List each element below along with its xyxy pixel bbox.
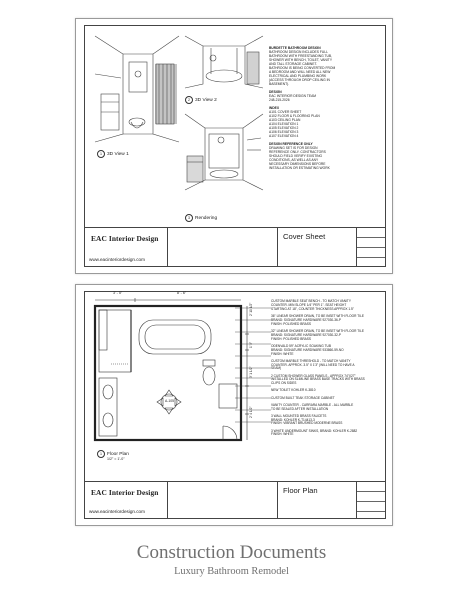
revision-grid [356, 228, 385, 266]
callout-note: VANITY COUNTER - CARRARA MARBLE - ALL MARBLE TO BE SEALED AFTER INSTALLATION [271, 402, 354, 411]
callout-note: 32" LINEAR SHOWER DRAIN, TO BE INSET WITH FLOOR TILE BRAND: SIGNATURE HARDWARE 927030-32-P FINISH: POLISHED BRASS [271, 328, 364, 341]
dimension-top-right: 8' - 6" [177, 291, 187, 295]
dimension-right-2: 1' 5" [249, 341, 253, 348]
callout-notes [271, 300, 391, 441]
dimension-right-1: 2' 10 1/2" [249, 302, 253, 316]
view-label-3d-view-2: 2 3D View 2 [185, 96, 217, 104]
rendering-sketch [183, 110, 265, 194]
brand-name: EAC Interior Design [91, 488, 159, 497]
title-block [85, 481, 385, 518]
view-scale: 1/2" = 1'-0" [107, 457, 125, 461]
callout-note: 3 WHITE UNDERMOUNT SINKS, BRAND: KOHLER K-2882 FINISH: WHITE [271, 428, 358, 437]
callout-note: 2 CUSTOM SHOWER GLASS PANELS - APPROX 74"X27" INSTALLED ON SLIMLINE BRASS BASE TRACKS WITH BRASS CLIPS ON SIDES [271, 373, 365, 386]
title-block-logo [85, 482, 168, 518]
callout-note: NEW TOILET KOHLER K-3810 [271, 388, 316, 393]
dimension-top-left: 3' - 5" [113, 291, 123, 295]
caption-title: Construction Documents [136, 542, 327, 563]
title-block-logo [85, 228, 168, 266]
dimension-right-4: 2' 4 1/2" [249, 406, 253, 418]
brand-url: www.eacinteriordesign.com [89, 509, 145, 514]
dimension-right-3: 3' 1 1/2" [249, 366, 253, 378]
callout-note: CUSTOM BUILT TEAK STORAGE CABINET [271, 395, 335, 400]
callout-note: CUSTOM MARBLE SEAT BENCH - TO MATCH VANITY COUNTER. MIN SLOPE 1/4" PER 1". SEAT HEIGHT STARTING AT 18", COUNTER THICKNESS APPROX 1.5" [271, 299, 354, 311]
3d-view-2-sketch [183, 34, 265, 90]
title-block-blank [167, 482, 278, 518]
cover-sheet-page [75, 18, 393, 274]
callout-note: 3 WALL MOUNTED BRASS FAUCETS BRAND: KOHLER K-T14413-3 FINISH: VIBRANT BRUSHED MODERNE BRASS [271, 413, 343, 426]
title-block-sheet-name [277, 482, 385, 518]
callout-note: CUSTOM MARBLE THRESHOLD - TO MATCH VANITY COUNTER. APPROX. 3.5" X 1'3" (WILL NEED TO HAVE A SEAM) [271, 358, 355, 371]
sheet-title: Cover Sheet [283, 232, 326, 241]
project-notes: BURDETTE BATHROOM DESIGN BATHROOM DESIGN INCLUDES FULL BATHROOM WITH FREESTANDING TUB, SHOWER WITH BENCH, TOILET, VANITY AND TALL STORAGE CABINET. BATHROOM IS BEING CONVERTED FROM A BEDROOM AND WILL NEED ALL NEW ELECTRICAL AND PLUMBING WORK (ACCESS THROUGH DROP CEILING IN BASEMENT). DESIGN EAC INTERIOR DESIGN TEAM 248-215-2026 INDEX A101 COVER SHEET A102 FLOOR & FLOORING PLAN A103 CEILING PLAN A104 ELEVATION 1 A105 ELEVATION 2 A106 ELEVATION 3 A107 ELEVATION 4 DESIGN REFERENCE ONLY DRAWING SET IS FOR DESIGN REFERENCE ONLY. CONTRACTORS SHOULD FIELD VERIFY EXISTING CONDITIONS, AS WELL AS ANY NECESSARY DIMENSIONS BEFORE INSTALLATION OR ESTIMATING WORK [269, 46, 336, 170]
revision-grid [356, 482, 385, 518]
callout-note: 36" LINEAR SHOWER DRAIN, TO BE INSET WITH FLOOR TILE BRAND: SIGNATURE HARDWARE 927030-36-P FINISH: POLISHED BRASS [271, 313, 364, 326]
view-label-rendering: 3 Rendering [185, 214, 217, 222]
callout-leader-lines [235, 302, 271, 452]
view-label-floor-plan: 1 Floor Plan [97, 450, 129, 458]
elevation-marker-label: A-105 [165, 399, 175, 403]
floor-plan-page [75, 284, 393, 526]
3d-view-1-sketch [93, 34, 181, 144]
view-label-3d-view-1: 1 3D View 1 [97, 150, 129, 158]
sheet-title: Floor Plan [283, 486, 318, 495]
brand-name: EAC Interior Design [91, 234, 159, 243]
sheet-frame [84, 291, 386, 519]
callout-note: ODENVALD 59" ACRYLIC SOAKING TUB BRAND: SIGNATURE HARDWARE 933860-59-NO FINISH: WHITE [271, 343, 344, 356]
title-block-sheet-name [277, 228, 385, 266]
brand-url: www.eacinteriordesign.com [89, 257, 145, 262]
title-block [85, 227, 385, 266]
title-block-blank [167, 228, 278, 266]
sheet-frame [84, 25, 386, 267]
caption-subtitle: Luxury Bathroom Remodel [174, 566, 289, 577]
